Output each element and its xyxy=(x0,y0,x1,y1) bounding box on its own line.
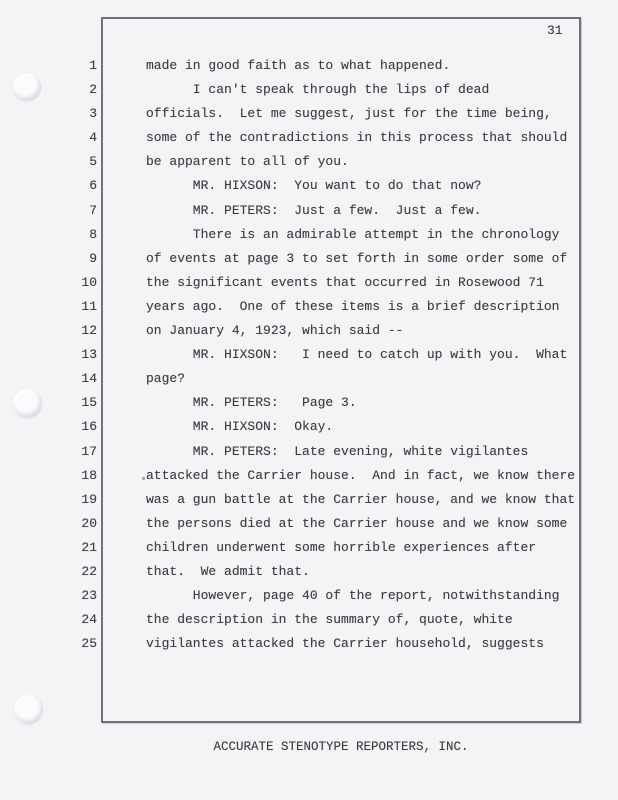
transcript-line xyxy=(0,516,618,540)
line-number: 13 xyxy=(81,347,97,363)
transcript-line xyxy=(0,227,618,251)
line-number: 19 xyxy=(81,491,97,507)
line-number: 24 xyxy=(81,612,97,628)
transcript-lines xyxy=(0,58,618,660)
line-number: 6 xyxy=(89,178,97,194)
line-text: officials. Let me suggest, just for the time being, xyxy=(146,106,552,122)
transcript-line xyxy=(0,203,618,227)
line-number: 11 xyxy=(81,298,97,314)
line-text: vigilantes attacked the Carrier household, suggests xyxy=(146,636,544,652)
transcript-line xyxy=(0,323,618,347)
line-number: 15 xyxy=(81,395,97,411)
transcript-line xyxy=(0,588,618,612)
line-number: 25 xyxy=(81,636,97,652)
transcript-line xyxy=(0,468,618,492)
line-number: 9 xyxy=(89,250,97,266)
line-number: 8 xyxy=(89,226,97,242)
transcript-line xyxy=(0,178,618,202)
line-number: 22 xyxy=(81,563,97,579)
line-text: MR. PETERS: Late evening, white vigilantes xyxy=(146,443,529,459)
line-number: 16 xyxy=(81,419,97,435)
line-number: 12 xyxy=(81,323,97,339)
line-number: 5 xyxy=(89,154,97,170)
line-text: MR. HIXSON: You want to do that now? xyxy=(146,178,482,194)
line-text: on January 4, 1923, which said -- xyxy=(146,323,404,339)
transcript-line xyxy=(0,419,618,443)
transcript-line xyxy=(0,130,618,154)
transcript-line xyxy=(0,154,618,178)
line-number: 20 xyxy=(81,515,97,531)
line-text: the description in the summary of, quote, white xyxy=(146,612,513,628)
transcript-line xyxy=(0,106,618,130)
transcript-line xyxy=(0,275,618,299)
line-text: was a gun battle at the Carrier house, and we know that xyxy=(146,491,576,507)
line-text: years ago. One of these items is a brief description xyxy=(146,298,560,314)
line-text: I can't speak through the lips of dead xyxy=(146,82,490,98)
transcript-line xyxy=(0,299,618,323)
line-text: page? xyxy=(146,371,186,387)
transcript-line xyxy=(0,251,618,275)
line-text: MR. PETERS: Page 3. xyxy=(146,395,357,411)
transcript-line xyxy=(0,636,618,660)
line-number: 14 xyxy=(81,371,97,387)
reporter-footer: ACCURATE STENOTYPE REPORTERS, INC. xyxy=(213,740,469,754)
line-text: MR. HIXSON: I need to catch up with you. What xyxy=(146,347,568,363)
transcript-line xyxy=(0,371,618,395)
transcript-line xyxy=(0,540,618,564)
line-text: However, page 40 of the report, notwithstanding xyxy=(146,588,560,604)
line-text: that. We admit that. xyxy=(146,563,310,579)
line-number: 10 xyxy=(81,274,97,290)
transcript-line xyxy=(0,347,618,371)
transcript-line xyxy=(0,612,618,636)
scan-speck xyxy=(142,477,145,480)
page-number: 31 xyxy=(547,23,563,38)
line-number: 7 xyxy=(89,202,97,218)
transcript-line xyxy=(0,58,618,82)
transcript-line xyxy=(0,395,618,419)
line-text: MR. HIXSON: Okay. xyxy=(146,419,334,435)
line-text: the significant events that occurred in Rosewood 71 xyxy=(146,274,544,290)
line-number: 23 xyxy=(81,588,97,604)
line-text: made in good faith as to what happened. xyxy=(146,58,451,73)
transcript-line xyxy=(0,492,618,516)
transcript-line xyxy=(0,444,618,468)
line-number: 18 xyxy=(81,467,97,483)
line-text: some of the contradictions in this process that should xyxy=(146,130,568,146)
line-text: attacked the Carrier house. And in fact, we know there xyxy=(146,467,576,483)
transcript-line xyxy=(0,564,618,588)
line-number: 17 xyxy=(81,443,97,459)
punch-hole-bottom xyxy=(14,695,43,724)
line-number: 2 xyxy=(89,82,97,98)
line-text: be apparent to all of you. xyxy=(146,154,349,170)
line-text: There is an admirable attempt in the chronology xyxy=(146,226,560,242)
line-number: 3 xyxy=(89,106,97,122)
line-text: children underwent some horrible experiences after xyxy=(146,539,537,555)
line-number: 4 xyxy=(89,130,97,146)
line-number: 1 xyxy=(89,58,97,73)
line-text: of events at page 3 to set forth in some order some of xyxy=(146,250,568,266)
line-text: the persons died at the Carrier house and we know some xyxy=(146,515,568,531)
line-number: 21 xyxy=(81,539,97,555)
line-text: MR. PETERS: Just a few. Just a few. xyxy=(146,202,482,218)
transcript-line xyxy=(0,82,618,106)
